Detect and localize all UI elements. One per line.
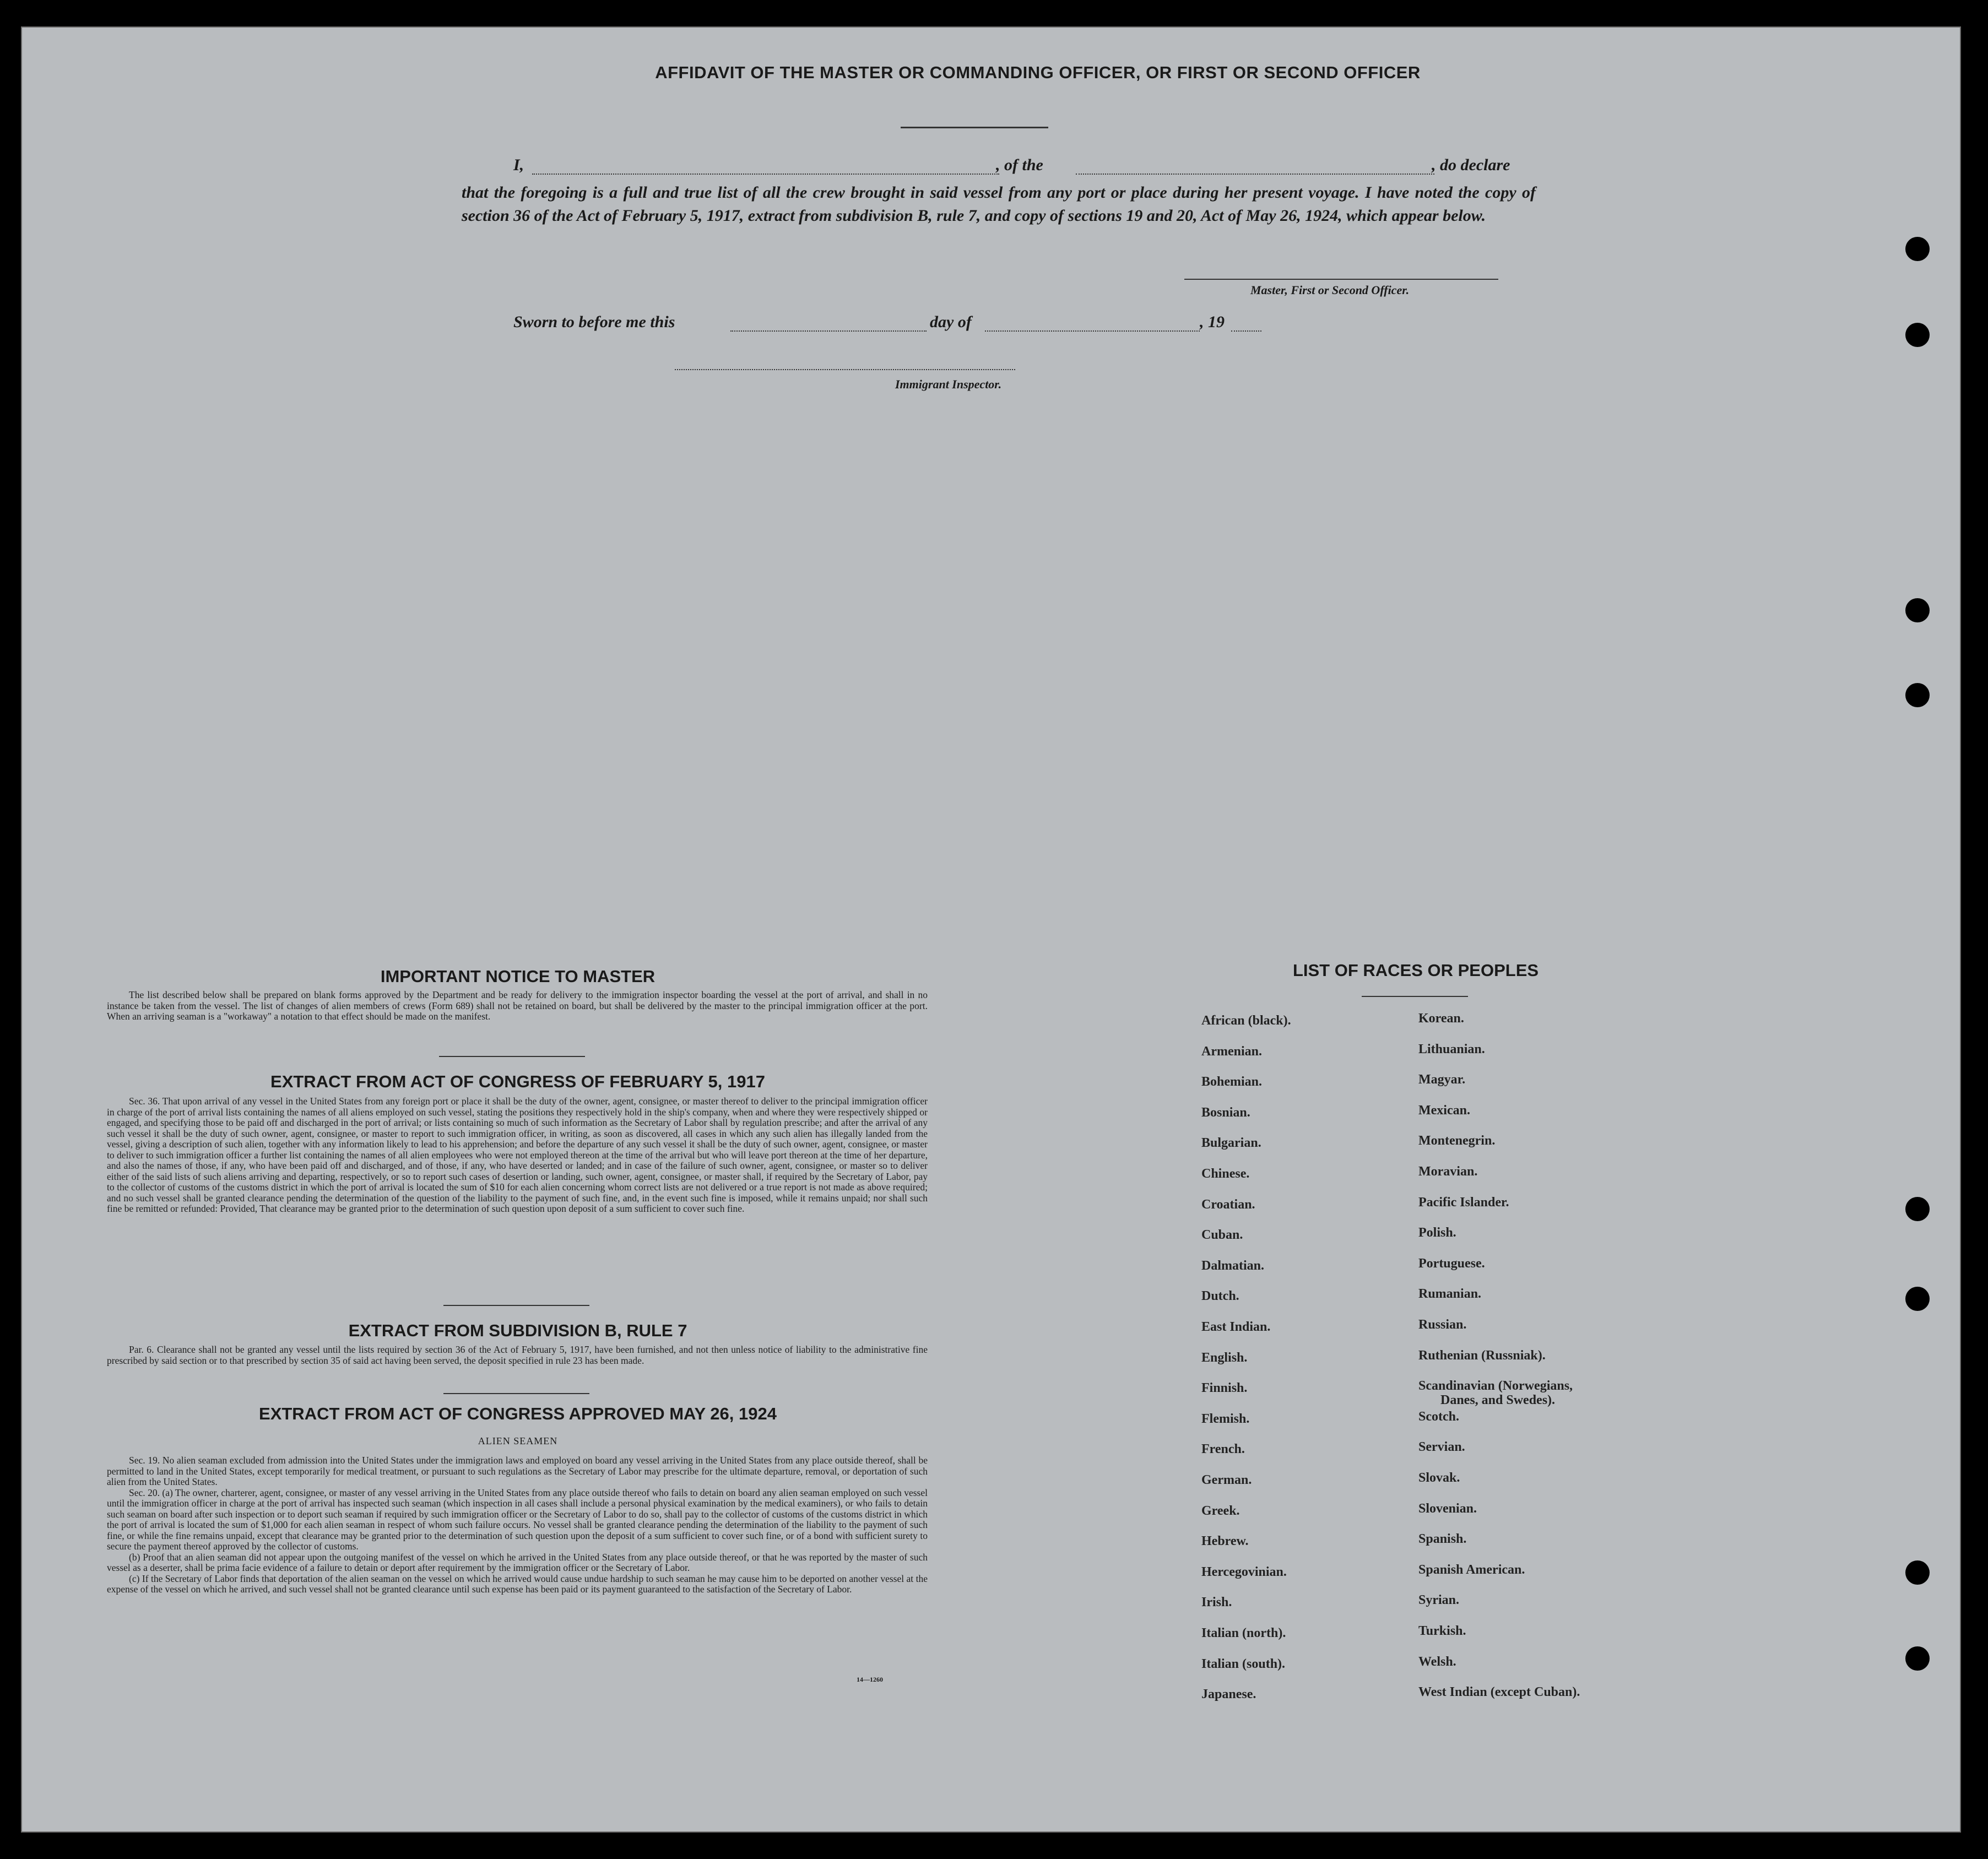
extract-1917-title: EXTRACT FROM ACT OF CONGRESS OF FEBRUARY 5, 1917	[270, 1072, 765, 1091]
race-item: African (black).	[1201, 1013, 1291, 1028]
race-item: Danes, and Swedes).	[1440, 1393, 1556, 1408]
signature-line[interactable]	[1184, 279, 1498, 280]
alien-seamen-subtitle: ALIEN SEAMEN	[478, 1435, 558, 1446]
race-item: Turkish.	[1418, 1624, 1466, 1638]
punch-hole	[1905, 1197, 1930, 1221]
race-item: Bulgarian.	[1201, 1136, 1261, 1151]
punch-hole	[1905, 237, 1930, 261]
race-item: Rumanian.	[1418, 1287, 1482, 1302]
race-item: Ruthenian (Russniak).	[1418, 1348, 1546, 1363]
title-underline	[901, 127, 1048, 128]
par-6-paragraph: Par. 6. Clearance shall not be granted any vessel until the lists required by section 36 of the Act of February 5, 1917, have been furnished, and not then unless notice of liability to the administrative fine prescribed by said section or to that prescribed by section 35 of said act having been served, the deposit specified in rule 23 has been made.	[107, 1344, 928, 1366]
declaration-paragraph: that the foregoing is a full and true list of all the crew brought in said vessel from any port or place during her present voyage. I have noted the copy of section 36 of the Act of February 5, 1917, extract from subdivision B, rule 7, and copy of sections 19 and 20, Act of May 26, 1924, which appear below.	[462, 183, 1536, 225]
race-item: Slovenian.	[1418, 1501, 1477, 1516]
notice-paragraph: The list described below shall be prepared on blank forms approved by the Department and be ready for delivery to the immigration inspector boarding the vessel at the port of arrival, and shall in no instance be taken from the vessel. The list of changes of alien members of crews (Form 689) shall not be retained on board, but shall be delivered by the master to the principal immigration officer at the port. When an arriving seaman is a "workaway" a notation to that effect should be made on the manifest.	[107, 989, 928, 1022]
sec-19-paragraph: Sec. 19. No alien seaman excluded from admission into the United States under the immigration laws and employed on board any vessel arriving in the United States from any place outside thereof, shall be permitted to land in the United States, except temporarily for medical treatment, or pursuant to such regulations as the Secretary of Labor may prescribe for the ultimate departure, removal, or deportation of such alien from the United States.	[107, 1455, 928, 1487]
race-item: Scandinavian (Norwegians,	[1418, 1379, 1573, 1394]
extract-1917-text	[107, 1096, 928, 1215]
extract-rule7-title: EXTRACT FROM SUBDIVISION B, RULE 7	[348, 1321, 687, 1340]
punch-hole	[1905, 1646, 1930, 1671]
race-item: Cuban.	[1201, 1228, 1243, 1243]
extract-1924-text	[107, 1455, 928, 1595]
race-item: Welsh.	[1418, 1654, 1456, 1669]
race-item: Italian (south).	[1201, 1656, 1286, 1671]
race-item: Scotch.	[1418, 1409, 1459, 1424]
year-label: , 19	[1200, 313, 1225, 331]
punch-hole	[1905, 598, 1930, 622]
race-item: Greek.	[1201, 1503, 1240, 1518]
punch-hole	[1905, 1560, 1930, 1585]
sworn-label: Sworn to before me this	[513, 313, 675, 331]
race-item: German.	[1201, 1473, 1252, 1487]
race-item: Montenegrin.	[1418, 1134, 1496, 1148]
races-title: LIST OF RACES OR PEOPLES	[1292, 961, 1539, 980]
notice-text	[107, 990, 928, 1022]
race-item: English.	[1201, 1350, 1248, 1365]
i-label: I,	[513, 156, 524, 174]
race-item: Hercegovinian.	[1201, 1564, 1287, 1579]
name-field[interactable]	[532, 174, 999, 175]
sec-36-paragraph: Sec. 36. That upon arrival of any vessel in the United States from any foreign port or place it shall be the duty of the owner, agent, consignee, or master thereof to deliver to the principal immigration officer in charge of the port of arrival lists containing the names of all aliens employed on such vessel, stating the positions they respectively hold in the ship's company, when and where they were respectively shipped or engaged, and specifying those to be paid off and discharged in the port of arrival; or lists containing so much of such information as the Secretary of Labor shall by regulation prescribe; and after the arrival of any such vessel it shall be the duty of such owner, agent, consignee, or master to report to such immigration officer, in writing, as soon as discovered, all cases in which any such alien has illegally landed from the vessel, giving a description of such alien, together with any information likely to lead to his apprehension; and before the departure of any such vessel it shall be the duty of such owner, agent, consignee, or master to deliver to such immigration officer a further list containing the names of all alien employees who were not employed thereon at the time of the arrival but who will leave port thereon at the time of her departure, and also the names of those, if any, who have been paid off and discharged, and of those, if any, who have deserted or landed; and in case of the failure of such owner, agent, consignee, or master so to deliver either of the said lists of such aliens arriving and departing, respectively, or so to report such cases of desertion or landing, such owner, agent, consignee, or master shall, if required by the Secretary of Labor, pay to the collector of customs of the customs district in which the port of arrival is located the sum of $10 for each alien concerning whom correct lists are not delivered or a true report is not made as above required; and no such vessel shall be granted clearance pending the determination of the question of the liability to the payment of such fine, and, in the event such fine is imposed, while it remains unpaid; nor shall such fine be remitted or refunded: Provided, That clearance may be granted prior to the determination of such question upon deposit of a sum sufficient to cover such fine.	[107, 1096, 928, 1214]
race-item: Slovak.	[1418, 1471, 1460, 1485]
divider	[443, 1393, 589, 1394]
race-item: Croatian.	[1201, 1197, 1255, 1212]
race-item: Portuguese.	[1418, 1256, 1485, 1271]
race-item: Chinese.	[1201, 1167, 1250, 1181]
extract-rule7-text	[107, 1345, 928, 1366]
race-item: Spanish.	[1418, 1532, 1467, 1547]
inspector-signature-line[interactable]	[675, 369, 1015, 370]
race-item: Lithuanian.	[1418, 1042, 1485, 1056]
day-field[interactable]	[730, 330, 927, 332]
races-title-underline	[1362, 996, 1468, 997]
punch-hole	[1905, 683, 1930, 707]
race-item: Irish.	[1201, 1595, 1232, 1610]
race-item: Japanese.	[1201, 1687, 1256, 1702]
race-item: Russian.	[1418, 1318, 1467, 1332]
of-the-label: , of the	[996, 156, 1043, 174]
race-item: Korean.	[1418, 1011, 1464, 1026]
race-item: Italian (north).	[1201, 1626, 1286, 1640]
race-item: Dalmatian.	[1201, 1258, 1264, 1273]
day-of-label: day of	[930, 313, 972, 331]
race-item: Hebrew.	[1201, 1534, 1249, 1549]
notice-title: IMPORTANT NOTICE TO MASTER	[380, 967, 656, 986]
divider	[443, 1305, 589, 1306]
signature-caption: Master, First or Second Officer.	[1250, 283, 1410, 297]
race-item: Armenian.	[1201, 1044, 1262, 1059]
sec-20b-paragraph: (b) Proof that an alien seaman did not appear upon the outgoing manifest of the vessel on which he arrived in the United States from any place outside thereof, or that he was reported by the master of such vessel as a deserter, shall be prima facie evidence of a failure to detain or deport after requirement by the immigration officer or the Secretary of Labor.	[107, 1551, 928, 1573]
race-item: Moravian.	[1418, 1164, 1478, 1179]
race-item: Mexican.	[1418, 1103, 1470, 1118]
divider	[439, 1056, 585, 1057]
form-number: 14—1260	[857, 1676, 883, 1683]
sec-20c-paragraph: (c) If the Secretary of Labor finds that deportation of the alien seaman on the vessel on which he arrived would cause undue hardship to such seaman he may cause him to be deported on another vessel at the expense of the vessel on which he arrived, and such vessel shall not be granted clearance until such expense has been paid or its payment guaranteed to the satisfaction of the Secretary of Labor.	[107, 1573, 928, 1595]
race-item: West Indian (except Cuban).	[1418, 1685, 1580, 1700]
race-item: Spanish American.	[1418, 1562, 1525, 1577]
affidavit-title: AFFIDAVIT OF THE MASTER OR COMMANDING OFFICER, OR FIRST OR SECOND OFFICER	[655, 63, 1421, 82]
race-item: Dutch.	[1201, 1289, 1239, 1304]
race-item: Syrian.	[1418, 1593, 1460, 1608]
punch-hole	[1905, 323, 1930, 347]
month-field[interactable]	[985, 330, 1200, 332]
race-item: Bohemian.	[1201, 1075, 1263, 1090]
race-item: East Indian.	[1201, 1320, 1271, 1334]
race-item: Magyar.	[1418, 1072, 1466, 1087]
race-item: Polish.	[1418, 1226, 1456, 1240]
race-item: Bosnian.	[1201, 1105, 1250, 1120]
sec-20a-paragraph: Sec. 20. (a) The owner, charterer, agent, consignee, or master of any vessel arriving in the United States from any place outside thereof who fails to detain on board any alien seaman employed on such vessel until the immigration officer in charge at the port of arrival has inspected such seaman (which inspection in all cases shall include a personal physical examination by the medical examiners), or who fails to detain such seaman on board after such inspection or to deport such seaman if required by such immigration officer or the Secretary of Labor to do so, shall pay to the collector of customs of the customs district in which the port of arrival is located the sum of $1,000 for each alien seaman in respect of whom such failure occurs. No vessel shall be granted clearance pending the determination of the liability to the payment of such fine, or while the fine remains unpaid, except that clearance may be granted prior to the determination of such question upon the deposit of a sum sufficient to cover such fine, or of a bond with sufficient surety to secure the payment thereof approved by the collector of customs.	[107, 1487, 928, 1552]
inspector-caption: Immigrant Inspector.	[895, 377, 1002, 391]
race-item: Finnish.	[1201, 1381, 1248, 1396]
vessel-field[interactable]	[1076, 174, 1434, 175]
year-field[interactable]	[1231, 330, 1261, 332]
race-item: Pacific Islander.	[1418, 1195, 1509, 1210]
race-item: Servian.	[1418, 1440, 1465, 1455]
extract-1924-title: EXTRACT FROM ACT OF CONGRESS APPROVED MAY 26, 1924	[259, 1404, 777, 1423]
race-item: French.	[1201, 1442, 1245, 1457]
do-declare-label: , do declare	[1432, 156, 1510, 174]
punch-hole	[1905, 1287, 1930, 1311]
race-item: Flemish.	[1201, 1411, 1250, 1426]
